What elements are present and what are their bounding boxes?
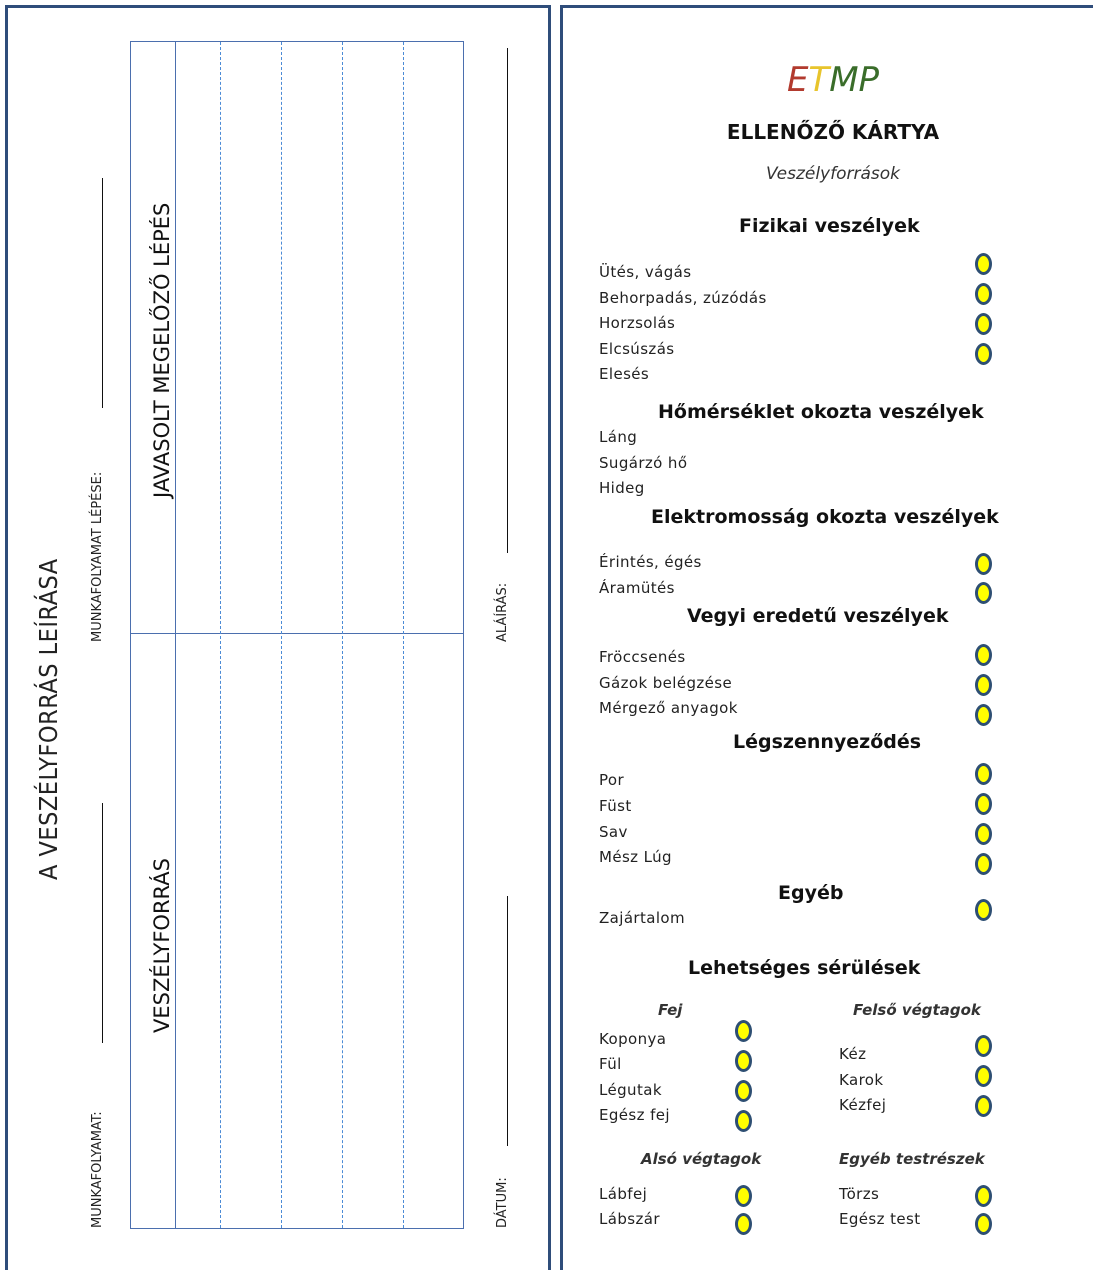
checkbox-circle[interactable]: [975, 793, 992, 815]
injury-item: Egész test: [839, 1210, 921, 1228]
hazard-item: Láng: [599, 428, 638, 446]
logo-letter-p: P: [858, 60, 880, 100]
checkbox-circle[interactable]: [975, 553, 992, 575]
munkafolyamat-label: MUNKAFOLYAMAT:: [90, 1111, 105, 1228]
etmp-logo: [563, 60, 1093, 100]
checkbox-circle[interactable]: [975, 1035, 992, 1057]
table-heading-divider: [175, 41, 176, 1229]
checkbox-circle[interactable]: [735, 1020, 752, 1042]
javasolt-heading: JAVASOLT MEGELŐZŐ LÉPÉS: [150, 202, 174, 498]
injury-item: Lábszár: [599, 1210, 660, 1228]
table-row-line[interactable]: [281, 42, 282, 1228]
section-elektromossag: Elektromosság okozta veszélyek: [651, 506, 999, 528]
checkbox-circle[interactable]: [735, 1185, 752, 1207]
hazard-item: Fröccsenés: [599, 648, 686, 666]
checkbox-circle[interactable]: [975, 823, 992, 845]
injury-item: Karok: [839, 1071, 884, 1089]
injury-group-fej: Fej: [658, 1001, 683, 1019]
section-vegyi: Vegyi eredetű veszélyek: [687, 605, 949, 627]
hazard-item: Mérgező anyagok: [599, 699, 738, 717]
hazard-table: [130, 41, 464, 1229]
table-section-divider: [130, 633, 464, 634]
table-row-line[interactable]: [403, 42, 404, 1228]
hazard-item: Elcsúszás: [599, 340, 675, 358]
hazard-item: Gázok belégzése: [599, 674, 733, 692]
hazard-item: Sugárzó hő: [599, 454, 688, 472]
hazard-item: Hideg: [599, 479, 645, 497]
alairas-line[interactable]: [507, 48, 508, 553]
checkbox-circle[interactable]: [735, 1080, 752, 1102]
datum-label: DÁTUM:: [495, 1177, 510, 1228]
munkafolyamat-lepese-label: MUNKAFOLYAMAT LÉPÉSE:: [90, 471, 105, 642]
hazard-item: Áramütés: [599, 579, 675, 597]
left-panel: [5, 5, 551, 1270]
checkbox-circle[interactable]: [975, 253, 992, 275]
table-row-line[interactable]: [220, 42, 221, 1228]
section-egyeb: Egyéb: [778, 882, 844, 904]
section-fizikai: Fizikai veszélyek: [739, 215, 920, 237]
checkbox-circle[interactable]: [975, 1213, 992, 1235]
checkbox-circle[interactable]: [975, 644, 992, 666]
datum-line[interactable]: [507, 896, 508, 1146]
injury-group-also: Alsó végtagok: [641, 1150, 762, 1168]
main-title: A VESZÉLYFORRÁS LEÍRÁSA: [34, 558, 63, 880]
hazard-item: Sav: [599, 823, 628, 841]
checkbox-circle[interactable]: [975, 674, 992, 696]
hazard-item: Elesés: [599, 365, 650, 383]
checkbox-circle[interactable]: [975, 704, 992, 726]
checkbox-circle[interactable]: [975, 1185, 992, 1207]
card-subtitle: Veszélyforrások: [766, 164, 900, 184]
injury-item: Lábfej: [599, 1185, 648, 1203]
checkbox-circle[interactable]: [975, 1095, 992, 1117]
checkbox-circle[interactable]: [975, 313, 992, 335]
injury-group-felso: Felső végtagok: [853, 1001, 981, 1019]
injury-item: Kéz: [839, 1045, 867, 1063]
checkbox-circle[interactable]: [735, 1213, 752, 1235]
injury-item: Kézfej: [839, 1096, 887, 1114]
hazard-item: Mész Lúg: [599, 848, 672, 866]
logo-letter-m: M: [829, 60, 859, 100]
hazard-item: Zajártalom: [599, 909, 686, 927]
munkafolyamat-line[interactable]: [102, 803, 103, 1043]
right-panel: [560, 5, 1093, 1270]
card-title: ELLENŐZŐ KÁRTYA: [726, 120, 940, 144]
section-homerseklet: Hőmérséklet okozta veszélyek: [658, 401, 984, 423]
veszelyforras-heading: VESZÉLYFORRÁS: [150, 858, 174, 1033]
checkbox-circle[interactable]: [975, 283, 992, 305]
munkafolyamat-lepese-line[interactable]: [102, 178, 103, 408]
checkbox-circle[interactable]: [975, 899, 992, 921]
logo-letter-e: E: [786, 60, 809, 100]
section-serulesek: Lehetséges sérülések: [688, 957, 921, 979]
checkbox-circle[interactable]: [735, 1110, 752, 1132]
checkbox-circle[interactable]: [975, 763, 992, 785]
hazard-item: Füst: [599, 797, 632, 815]
hazard-item: Horzsolás: [599, 314, 676, 332]
injury-item: Törzs: [839, 1185, 880, 1203]
checkbox-circle[interactable]: [975, 582, 992, 604]
checkbox-circle[interactable]: [975, 853, 992, 875]
injury-item: Légutak: [599, 1081, 662, 1099]
logo-letter-t: T: [808, 60, 830, 100]
hazard-item: Érintés, égés: [599, 553, 702, 571]
injury-group-egyeb: Egyéb testrészek: [839, 1150, 985, 1168]
hazard-item: Por: [599, 771, 625, 789]
table-row-line[interactable]: [342, 42, 343, 1228]
injury-item: Koponya: [599, 1030, 667, 1048]
injury-item: Fül: [599, 1055, 622, 1073]
checkbox-circle[interactable]: [975, 343, 992, 365]
injury-item: Egész fej: [599, 1106, 670, 1124]
checkbox-circle[interactable]: [735, 1050, 752, 1072]
alairas-label: ALÁÍRÁS:: [495, 582, 510, 642]
hazard-item: Behorpadás, zúzódás: [599, 289, 767, 307]
hazard-item: Ütés, vágás: [599, 263, 692, 281]
section-legszennyezodes: Légszennyeződés: [733, 731, 922, 753]
checkbox-circle[interactable]: [975, 1065, 992, 1087]
